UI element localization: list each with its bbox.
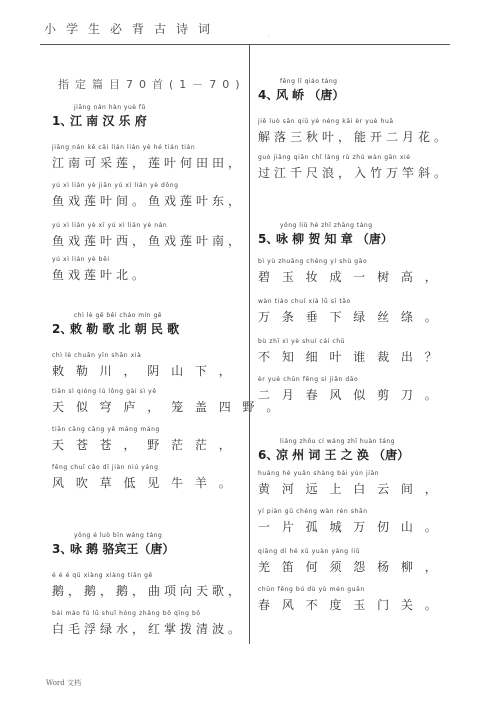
poem-number: 5、 (258, 232, 279, 246)
poem-title-pinyin: fēng lǐ qiáo táng (280, 78, 338, 85)
poem-title-pinyin: yǒng liǔ hè zhī zhāng táng (280, 222, 373, 229)
poem-number: 6、 (258, 448, 279, 462)
line-pinyin: é é é qū xiàng xiàng tiān gē (52, 572, 153, 579)
line-text: 二 月 春 风 似 剪 刀 。 (258, 388, 441, 402)
line-text: 碧 玉 妆 成 一 树 高 ， (258, 270, 441, 284)
line-pinyin: bái máo fú lǜ shuǐ hóng zhǎng bō qīng bō (52, 610, 201, 617)
line-pinyin: tiān cāng cāng yě máng máng (52, 426, 160, 433)
line-text: 过江千尺浪，入竹万竿斜。 (258, 166, 451, 180)
line-pinyin: chūn fēng bú dù yù mén guān (258, 586, 365, 593)
poem-number: 2、 (52, 322, 73, 336)
line-pinyin: chì lè chuān yīn shān xià (52, 352, 142, 359)
line-pinyin: jiāng nán kě cǎi lián lián yè hé tián tián (52, 144, 196, 151)
poem-title-text: 敕 勒 歌 北 朝 民 歌 (70, 322, 180, 336)
document-title: 小学生必背古诗词 (44, 22, 221, 36)
line-pinyin: wàn tiáo chuí xià lǜ sī tāo (258, 298, 351, 305)
line-text: 鱼戏莲叶西，鱼戏莲叶南， (52, 234, 245, 248)
line-pinyin: yí piàn gū chéng wàn rèn shān (258, 508, 368, 515)
line-pinyin: jiě luò sān qiū yè néng kāi èr yuè huā (258, 118, 394, 125)
line-text: 春 风 不 度 玉 门 关 。 (258, 598, 441, 612)
poem-title-pinyin: jiāng nán hàn yuè fǔ (74, 104, 146, 111)
document-subtitle: 指定篇目70首(1－70) (58, 78, 246, 91)
line-text: 江南可采莲，莲叶何田田， (52, 156, 245, 170)
line-pinyin: tiān sì qióng lú lǒng gài sì yě (52, 388, 157, 395)
poem-number: 3、 (52, 542, 73, 556)
line-text: 黄 河 远 上 白 云 间 ， (258, 482, 441, 496)
line-pinyin: qiāng dí hé xū yuàn yáng liǔ (258, 548, 361, 555)
poem-title-text: 凉 州 词 王 之 涣 （唐） (276, 448, 410, 462)
line-pinyin: yú xì lián yè běi (52, 256, 110, 263)
line-text: 一 片 孤 城 万 仞 山 。 (258, 520, 441, 534)
line-text: 敕 勒 川 ， 阴 山 下 ， (52, 364, 235, 378)
poem-title-text: 风 峤 （唐） (276, 88, 345, 102)
line-pinyin: yú xì lián yè jiān yú xì lián yè dōng (52, 182, 179, 189)
line-text: 鱼戏莲叶间。鱼戏莲叶东， (52, 194, 245, 208)
line-pinyin: guò jiāng qiān chǐ làng rù zhú wàn gān xié (258, 154, 411, 161)
line-text: 天 苍 苍 ， 野 茫 茫 ， (52, 438, 235, 452)
line-text: 鹅，鹅，鹅，曲项向天歌， (52, 584, 245, 598)
line-pinyin: yú xì lián yè xī yú xì lián yè nán (52, 222, 168, 229)
line-pinyin: bù zhī xì yè shuí cái chū (258, 338, 346, 345)
poem-title-text: 江 南 汉 乐 府 (70, 114, 147, 128)
line-pinyin: fēng chuī cǎo dī jiàn niú yáng (52, 464, 159, 471)
poem-title-pinyin: chì lè gē běi cháo mín gē (74, 312, 163, 319)
poem-title-pinyin: liáng zhōu cí wáng zhī huàn táng (280, 438, 395, 445)
poem-title-text: 咏 鹅 骆宾王（唐） (70, 542, 175, 556)
poem-number: 1、 (52, 114, 73, 128)
column-divider (249, 44, 250, 644)
line-pinyin: bì yù zhuāng chéng yí shù gāo (258, 258, 368, 265)
top-divider (40, 44, 450, 45)
line-text: 天 似 穹 庐 ， 笼 盖 四 野 。 (52, 400, 283, 414)
poem-number: 4、 (258, 88, 279, 102)
line-pinyin: èr yuè chūn fēng sì jiǎn dāo (258, 376, 359, 383)
line-text: 羌 笛 何 须 怨 杨 柳 ， (258, 560, 441, 574)
line-text: 万 条 垂 下 绿 丝 绦 。 (258, 310, 441, 324)
line-pinyin: huáng hé yuǎn shàng bái yún jiān (258, 470, 380, 477)
line-text: 鱼戏莲叶北。 (52, 268, 149, 282)
line-text: 白毛浮绿水，红掌拨清波。 (52, 622, 245, 636)
poem-title-pinyin: yǒng é luò bīn wáng táng (74, 532, 163, 539)
poem-title-text: 咏 柳 贺 知 章 （唐） (276, 232, 393, 246)
page-mark: · (268, 34, 270, 41)
line-text: 风 吹 草 低 见 牛 羊 。 (52, 476, 235, 490)
line-text: 解落三秋叶，能开二月花。 (258, 130, 451, 144)
line-text: 不 知 细 叶 谁 裁 出 ？ (258, 350, 441, 364)
page-footer: Word 文档 (46, 679, 81, 687)
